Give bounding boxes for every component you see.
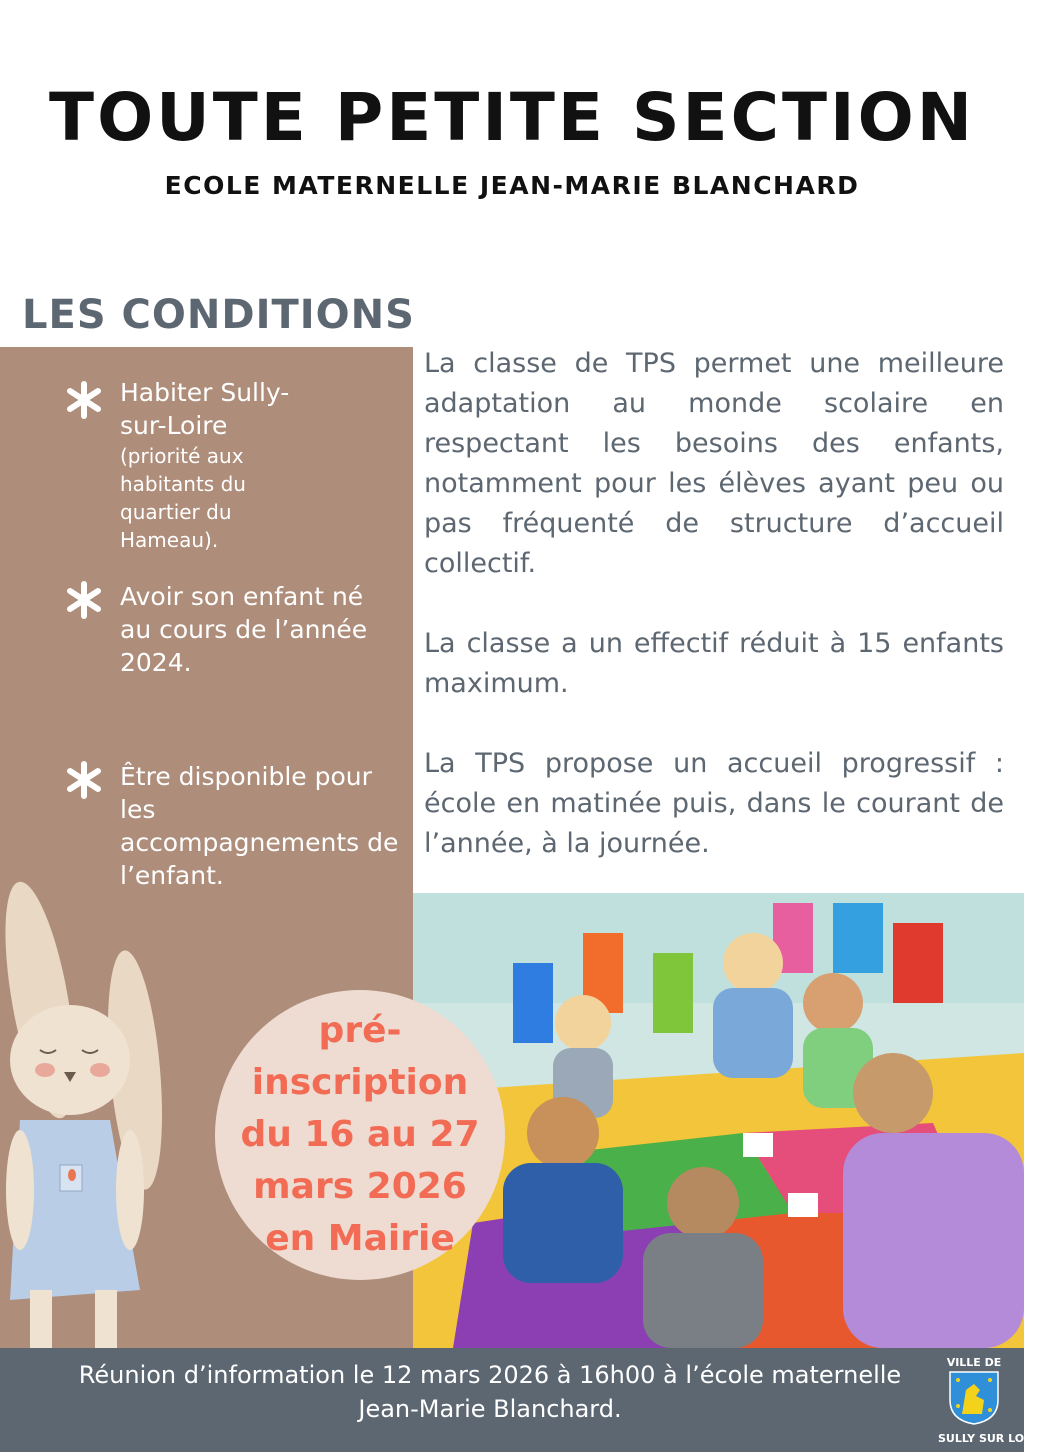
asterisk-icon xyxy=(64,380,104,420)
logo-bottom-text: SULLY SUR LOIRE xyxy=(938,1432,1044,1445)
conditions-heading: LES CONDITIONS xyxy=(22,292,415,338)
condition-main: Être disponible pour les accompagnements de l’enfant. xyxy=(120,762,399,890)
description-paragraph: La classe a un effectif réduit à 15 enfants maximum. xyxy=(424,628,1004,699)
logo-top-text: VILLE DE xyxy=(946,1356,1002,1369)
coat-of-arms-logo xyxy=(948,1370,1000,1426)
town-logo xyxy=(938,1356,1044,1448)
condition-main: Habiter Sully-sur-Loire xyxy=(120,378,290,440)
description-paragraph: La classe de TPS permet une meilleure adaptation au monde scolaire en respectant les besoins des enfants, notamment pour les élèves ayant peu ou pas fréquenté de structure d’accueil collectif. xyxy=(424,348,1004,579)
condition-item xyxy=(120,580,370,679)
condition-item xyxy=(120,376,320,554)
condition-main: Avoir son enfant né au cours de l’année 2024. xyxy=(120,582,368,677)
footer xyxy=(0,1348,1044,1452)
asterisk-icon xyxy=(64,580,104,620)
pre-inscription-text: pré-inscription du 16 au 27 mars 2026 en Mairie xyxy=(240,1010,480,1259)
asterisk-icon xyxy=(64,760,104,800)
bunny-illustration xyxy=(0,860,210,1350)
condition-sub: (priorité aux habitants du quartier du Hameau). xyxy=(120,444,246,552)
classroom-photo xyxy=(413,893,1024,1348)
description xyxy=(424,344,1004,904)
page-title: TOUTE PETITE SECTION xyxy=(49,79,975,156)
footer-text: Réunion d’information le 12 mars 2026 à 16h00 à l’école maternelle Jean-Marie Blanchard. xyxy=(78,1361,902,1423)
description-paragraph: La TPS propose un accueil progressif : école en matinée puis, dans le courant de l’année, à la journée. xyxy=(424,748,1004,859)
pre-inscription-badge xyxy=(215,990,505,1280)
page-subtitle: ECOLE MATERNELLE JEAN-MARIE BLANCHARD xyxy=(164,171,860,200)
